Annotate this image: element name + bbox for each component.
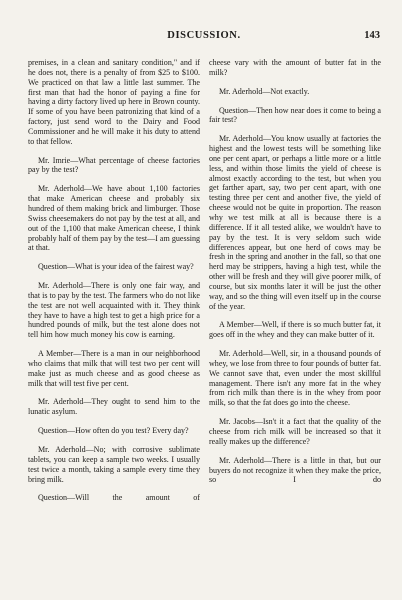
paragraph: A Member—There is a man in our neighborhood who claims that milk that will test two per cent will make just as much cheese and as good cheese as milk that will test five per cent. — [28, 349, 200, 388]
paragraph: Question—Then how near does it come to being a fair test? — [209, 105, 381, 125]
paragraph: Question—Will the amount of — [38, 493, 200, 503]
paragraph: Mr. Aderhold—No; with corrosive sublimate tablets, you can keep a sample two weeks. I usually test twice a month, taking a sample every time they bring milk. — [28, 445, 200, 484]
right-column — [209, 58, 381, 485]
paragraph: Mr. Aderhold—Not exactly. — [219, 86, 310, 96]
paragraph: Mr. Aderhold—There is a little in that, but our buyers do not recognize it when they make the price, so I do — [209, 455, 381, 485]
page-header — [28, 30, 380, 46]
page-number: 143 — [364, 30, 380, 41]
paragraph: Mr. Aderhold—We have about 1,100 factories that make American cheese and probably six hundred of them making brick and limburger. Those Swiss cheesemakers do not pay by the test at all, and out of the 1,100 that make American cheese, I think probably half of them pay by the test—I am guessing at that. — [28, 184, 200, 253]
paragraph: Mr. Jacobs—Isn't it a fact that the quality of the cheese from rich milk will be increased so that it really makes up the difference? — [209, 417, 381, 446]
paragraph: cheese vary with the amount of butter fat in the milk? — [209, 58, 381, 77]
left-column — [28, 58, 200, 503]
paragraph: Mr. Aderhold—They ought to send him to the lunatic asylum. — [28, 397, 200, 417]
paragraph: Question—How often do you test? Every day? — [38, 426, 189, 436]
paragraph: premises, in a clean and sanitary condition," and if he does not, there is a penalty of from $25 to $100. We practiced on that law a little last summer. The first man that had the honor of paying a fine for having a dirty factory lived up here in Brown county. If some of you have been patronizing that kind of a factory, just send word to the Dairy and Food Commissioner and he will make it his duty to attend to that fellow. — [28, 58, 200, 146]
paragraph: Mr. Imrie—What percentage of cheese factories pay by the test? — [28, 155, 200, 175]
paragraph: Mr. Aderhold—You know usually at factories the highest and the lowest tests will be something like one per cent apart, or perhaps a little more or a little less, and within those limits the yield of cheese is almost exactly according to the test, but when you get farther apart, say, two per cent apart, with one testing three per cent and another five, the yield of cheese would not be quite in proportion. The reason why we test milk at all is because there is a difference. If it all tested alike, we wouldn't have to pay by the test. It is very seldom such wide differences appear, but one herd of cows may be fresh in the spring and another in the fall, so that one herd may be strippers, having a high test, while the other will be fresh and they will give poorer milk, of course, but six months later it will be just the other way, and so the thing will even itself up in the course of the year. — [209, 134, 381, 311]
paragraph: Mr. Aderhold—Well, sir, in a thousand pounds of whey, we lose from three to four pounds of butter fat. We cannot save that, even under the most skillful management. There isn't any more fat in the whey from rich milk than there is in the whey from poor milk, so that the fat does go into the cheese. — [209, 349, 381, 408]
paragraph: A Member—Well, if there is so much butter fat, it goes off in the whey and they can make butter of it. — [209, 320, 381, 340]
running-head: DISCUSSION. — [167, 30, 241, 41]
paragraph: Question—What is your idea of the fairest way? — [38, 262, 194, 272]
paragraph: Mr. Aderhold—There is only one fair way, and that is to pay by the test. The farmers who do not like the test are not well acquainted with it. They think they have to have a high test to get a high price for a hundred pounds of milk, but the test alone does not tell him how much money his cow is earning. — [28, 281, 200, 340]
